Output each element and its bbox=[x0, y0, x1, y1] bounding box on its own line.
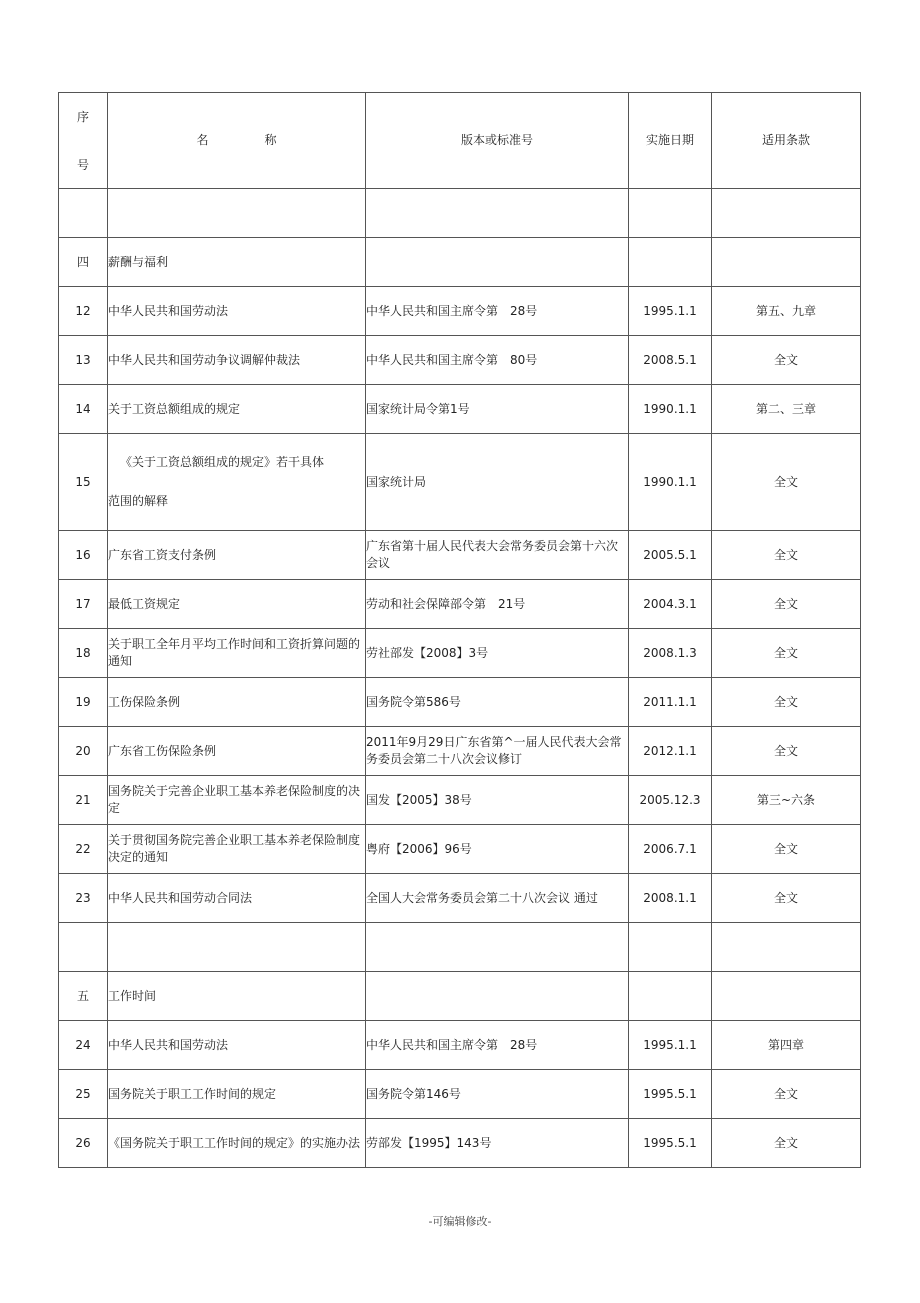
table-row: 20 广东省工伤保险条例 2011年9月29日广东省第^一届人民代表大会常务委员会第二十八次会议修订 2012.1.1 全文 bbox=[59, 727, 861, 776]
table-row: 21 国务院关于完善企业职工基本养老保险制度的决定 国发【2005】38号 2005.12.3 第三~六条 bbox=[59, 776, 861, 825]
blank-row bbox=[59, 923, 861, 972]
table-row: 24 中华人民共和国劳动法 中华人民共和国主席令第 28号 1995.1.1 第四章 bbox=[59, 1021, 861, 1070]
section-num: 五 bbox=[59, 972, 108, 1021]
section-row bbox=[59, 238, 861, 287]
page-footer: -可编辑修改- bbox=[428, 1215, 492, 1228]
table-row: 15 《关于工资总额组成的规定》若干具体 范围的解释 国家统计局 1990.1.1 全文 bbox=[59, 434, 861, 531]
header-num: 序 号 bbox=[59, 93, 108, 189]
table-row: 26 《国务院关于职工工作时间的规定》的实施办法 劳部发【1995】143号 1995.5.1 全文 bbox=[59, 1119, 861, 1168]
header-name: 名 称 bbox=[108, 93, 366, 189]
table-row: 19 工伤保险条例 国务院令第586号 2011.1.1 全文 bbox=[59, 678, 861, 727]
table-row: 22 关于贯彻国务院完善企业职工基本养老保险制度决定的通知 粤府【2006】96号 2006.7.1 全文 bbox=[59, 825, 861, 874]
table-row: 12 中华人民共和国劳动法 中华人民共和国主席令第 28号 1995.1.1 第五、九章 bbox=[59, 287, 861, 336]
table-row: 17 最低工资规定 劳动和社会保障部令第 21号 2004.3.1 全文 bbox=[59, 580, 861, 629]
table-row: 16 广东省工资支付条例 广东省第十届人民代表大会常务委员会第十六次会议 2005.5.1 全文 bbox=[59, 531, 861, 580]
table-row: 18 关于职工全年月平均工作时间和工资折算问题的通知 劳社部发【2008】3号 2008.1.3 全文 bbox=[59, 629, 861, 678]
header-date: 实施日期 bbox=[629, 93, 712, 189]
table-row: 14 关于工资总额组成的规定 国家统计局令第1号 1990.1.1 第二、三章 bbox=[59, 385, 861, 434]
header-clause: 适用条款 bbox=[712, 93, 861, 189]
table-row: 13 中华人民共和国劳动争议调解仲裁法 中华人民共和国主席令第 80号 2008.5.1 全文 bbox=[59, 336, 861, 385]
blank-row bbox=[59, 189, 861, 238]
table-header-row bbox=[59, 93, 861, 189]
section-title: 薪酬与福利 bbox=[108, 238, 366, 287]
table-row: 23 中华人民共和国劳动合同法 全国人大会常务委员会第二十八次会议 通过 2008.1.1 全文 bbox=[59, 874, 861, 923]
header-version: 版本或标准号 bbox=[366, 93, 629, 189]
regulations-table bbox=[58, 92, 861, 1168]
section-title: 工作时间 bbox=[108, 972, 366, 1021]
section-row bbox=[59, 972, 861, 1021]
section-num: 四 bbox=[59, 238, 108, 287]
table-row: 25 国务院关于职工工作时间的规定 国务院令第146号 1995.5.1 全文 bbox=[59, 1070, 861, 1119]
